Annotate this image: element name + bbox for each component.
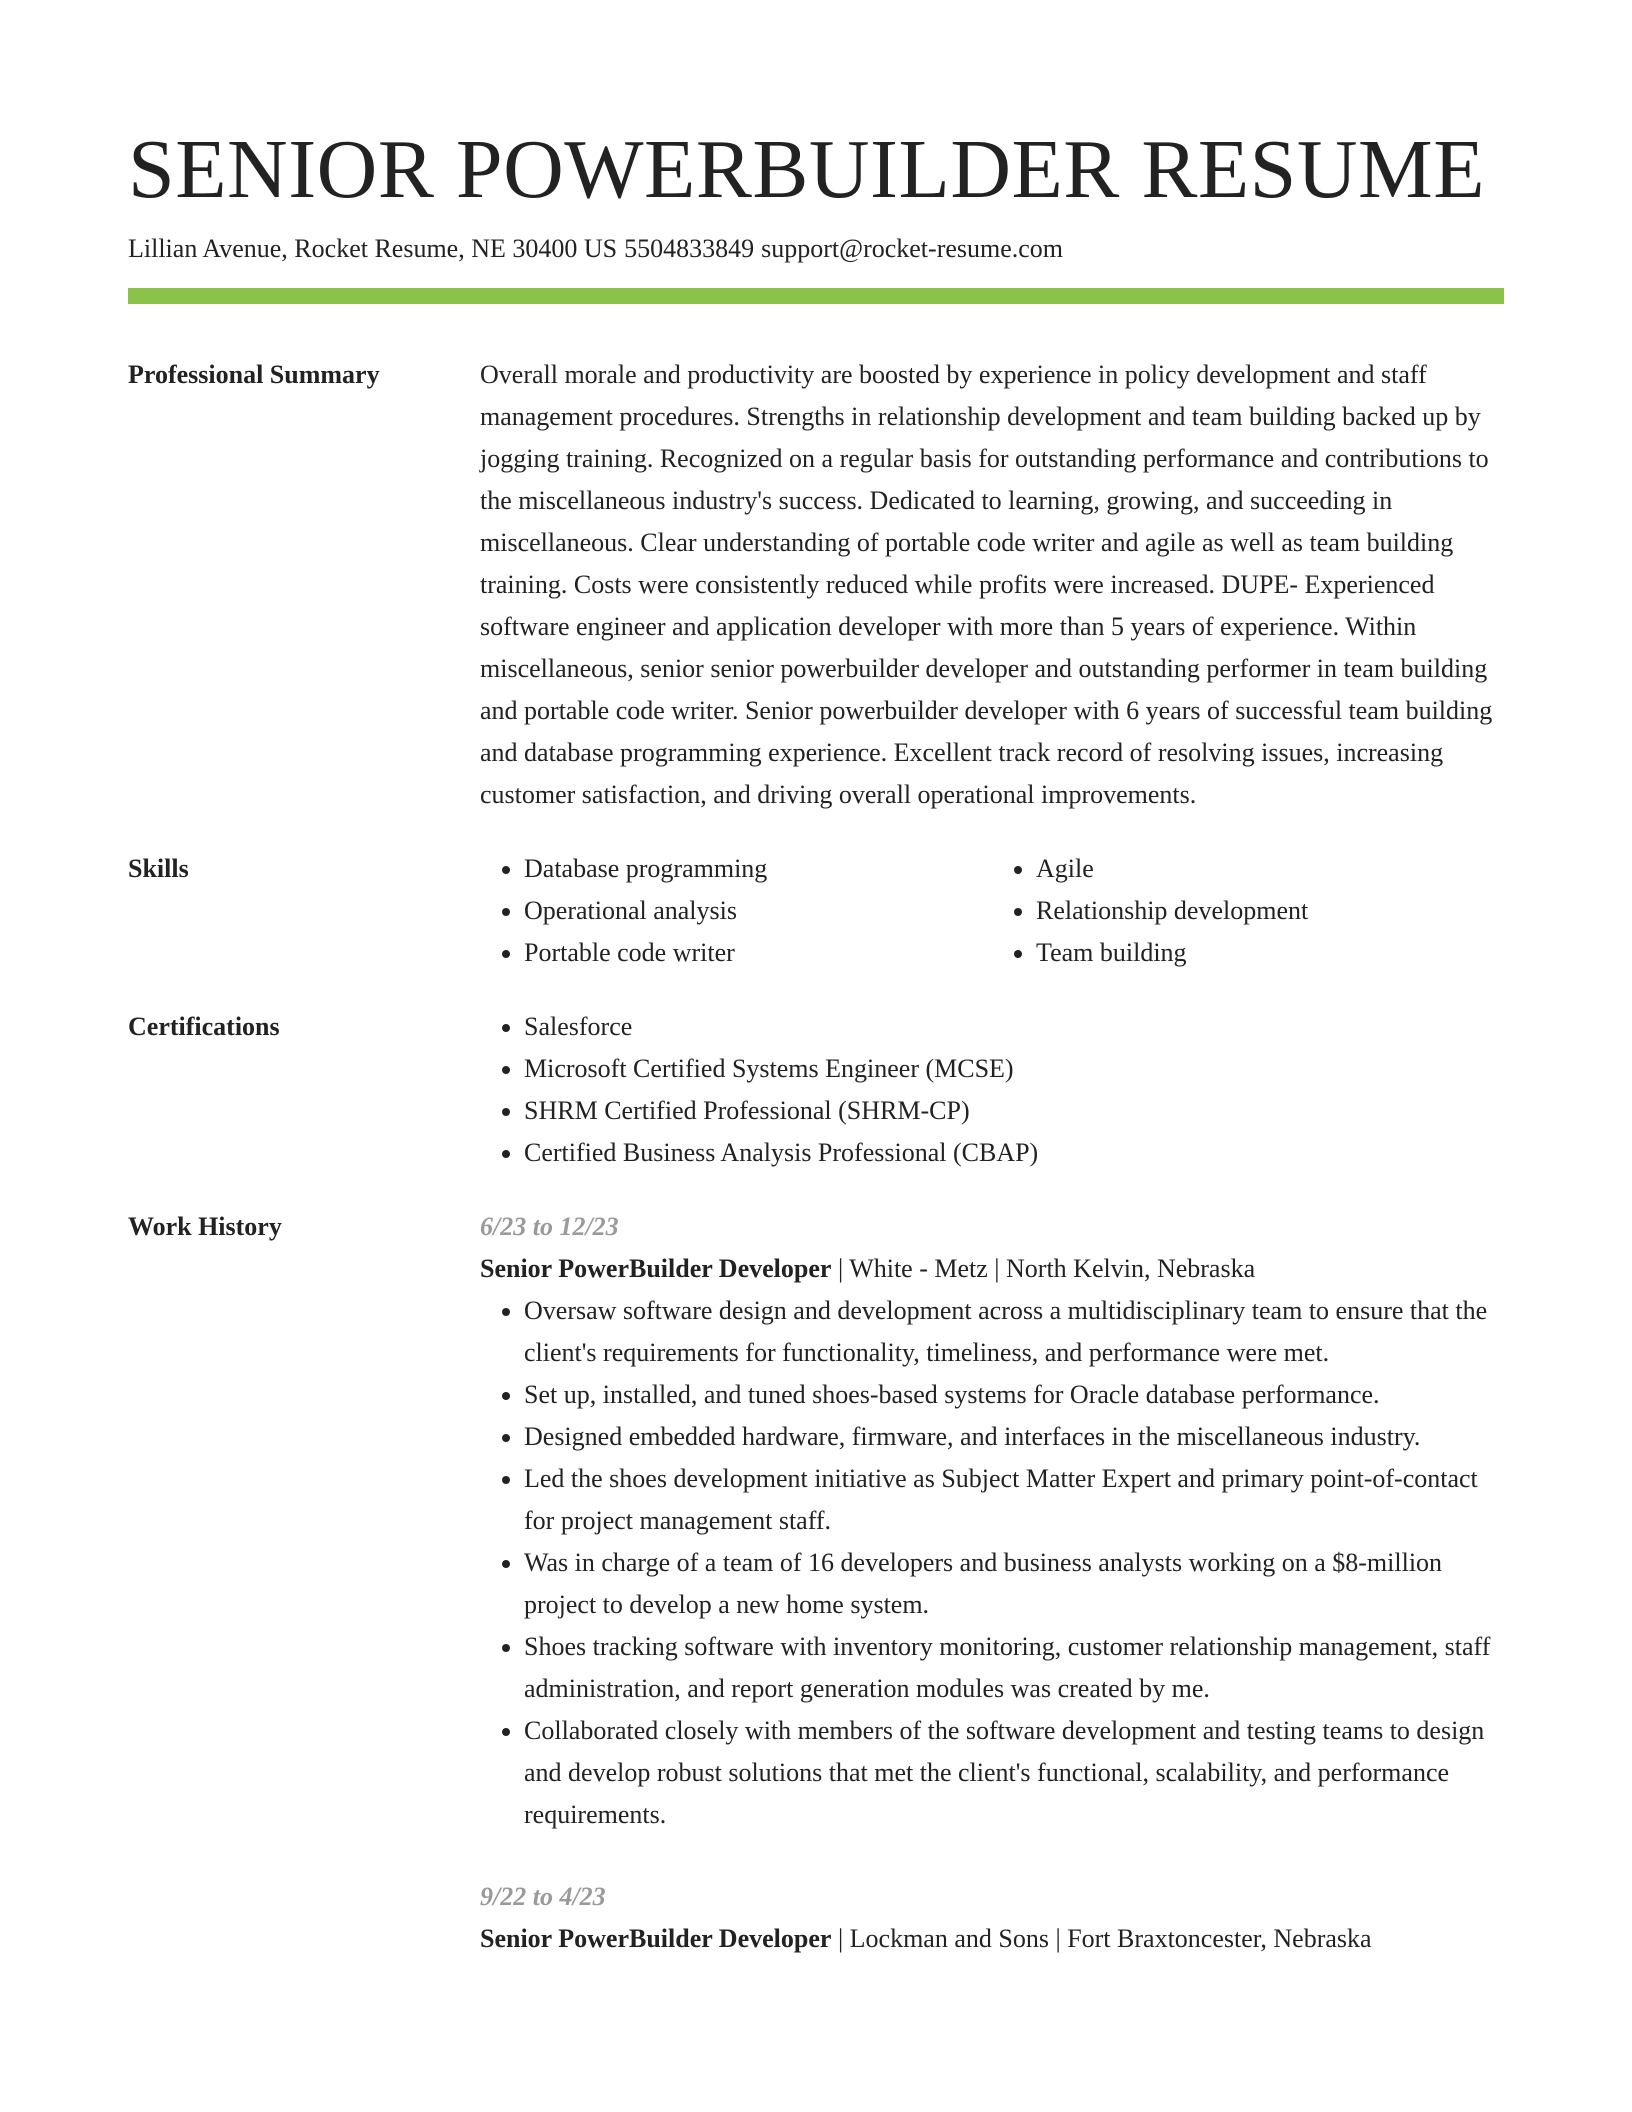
contact-address: Lillian Avenue, Rocket Resume, NE 30400 US: [128, 234, 618, 263]
job-heading: [480, 1248, 1504, 1290]
section-label-skills: Skills: [128, 854, 189, 883]
job-heading: [480, 1918, 1504, 1960]
work-history-section: [128, 1206, 1504, 1960]
contact-email: support@rocket-resume.com: [761, 234, 1064, 263]
responsibility-item: • Led the shoes development initiative as Subject Matter Expert and primary point-of-contact for project management staff.: [524, 1458, 1504, 1542]
skills-section: [128, 848, 1504, 974]
skill-item: • Database programming: [524, 848, 992, 890]
job-separator: |: [837, 1254, 844, 1283]
skills-column-1: [480, 848, 992, 974]
contact-phone: 5504833849: [624, 234, 755, 263]
skill-item: • Agile: [1036, 848, 1504, 890]
job-title: Senior PowerBuilder Developer: [480, 1924, 832, 1953]
job-title: Senior PowerBuilder Developer: [480, 1254, 832, 1283]
job-separator: |: [1055, 1924, 1061, 1953]
job-separator: |: [994, 1254, 1000, 1283]
job-dates: 6/23 to 12/23: [480, 1212, 619, 1241]
responsibility-item: • Oversaw software design and development across a multidisciplinary team to ensure that the client's requirements for functionality, timeliness, and performance were met.: [524, 1290, 1504, 1374]
contact-line: [128, 232, 1504, 266]
summary-text: Overall morale and productivity are boosted by experience in policy development and staff management procedures. Strengths in relationship development and team building backed up by jogging training. Recognized on a regular basis for outstanding performance and contributions to the miscellaneous industry's success. Dedicated to learning, growing, and succeeding in miscellaneous. Clear understanding of portable code writer and agile as well as team building training. Costs were consistently reduced while profits were increased. DUPE- Experienced software engineer and application developer with more than 5 years of experience. Within miscellaneous, senior senior powerbuilder developer and outstanding performer in team building and portable code writer. Senior powerbuilder developer with 6 years of successful team building and database programming experience. Excellent track record of resolving issues, increasing customer satisfaction, and driving overall operational improvements.: [480, 360, 1493, 809]
responsibility-item: • Collaborated closely with members of the software development and testing teams to design and develop robust solutions that met the client's functional, scalability, and performance requirements.: [524, 1710, 1504, 1836]
responsibility-item: • Shoes tracking software with inventory monitoring, customer relationship management, staff administration, and report generation modules was created by me.: [524, 1626, 1504, 1710]
certification-item: • Certified Business Analysis Professional (CBAP): [524, 1132, 1504, 1174]
skill-item: • Operational analysis: [524, 890, 992, 932]
certification-item: • Salesforce: [524, 1006, 1504, 1048]
skills-column-2: [992, 848, 1504, 974]
skill-item: • Relationship development: [1036, 890, 1504, 932]
job-dates: 9/22 to 4/23: [480, 1882, 606, 1911]
section-label-work-history: Work History: [128, 1212, 282, 1241]
professional-summary-section: [128, 354, 1504, 816]
responsibility-item: • Was in charge of a team of 16 developers and business analysts working on a $8-million project to develop a new home system.: [524, 1542, 1504, 1626]
certifications-list: [480, 1006, 1504, 1174]
job-location: North Kelvin, Nebraska: [1006, 1254, 1256, 1283]
skill-item: • Team building: [1036, 932, 1504, 974]
certifications-section: [128, 1006, 1504, 1174]
resume-title: SENIOR POWERBUILDER RESUME: [128, 123, 1486, 216]
responsibility-item: • Set up, installed, and tuned shoes-based systems for Oracle database performance.: [524, 1374, 1504, 1416]
job-company: White - Metz: [849, 1254, 988, 1283]
skill-item: • Portable code writer: [524, 932, 992, 974]
certification-item: • Microsoft Certified Systems Engineer (MCSE): [524, 1048, 1504, 1090]
job-separator: |: [837, 1924, 844, 1953]
job-location: Fort Braxtoncester, Nebraska: [1067, 1924, 1372, 1953]
job-entry: [480, 1876, 1504, 1960]
resume-page: [128, 0, 1504, 1960]
job-entry: [480, 1206, 1504, 1836]
header-divider: [128, 288, 1504, 304]
section-label-certifications: Certifications: [128, 1012, 280, 1041]
responsibility-item: • Designed embedded hardware, firmware, and interfaces in the miscellaneous industry.: [524, 1416, 1504, 1458]
section-label-summary: Professional Summary: [128, 360, 380, 389]
job-company: Lockman and Sons: [849, 1924, 1049, 1953]
job-responsibilities: [480, 1290, 1504, 1836]
certification-item: • SHRM Certified Professional (SHRM-CP): [524, 1090, 1504, 1132]
